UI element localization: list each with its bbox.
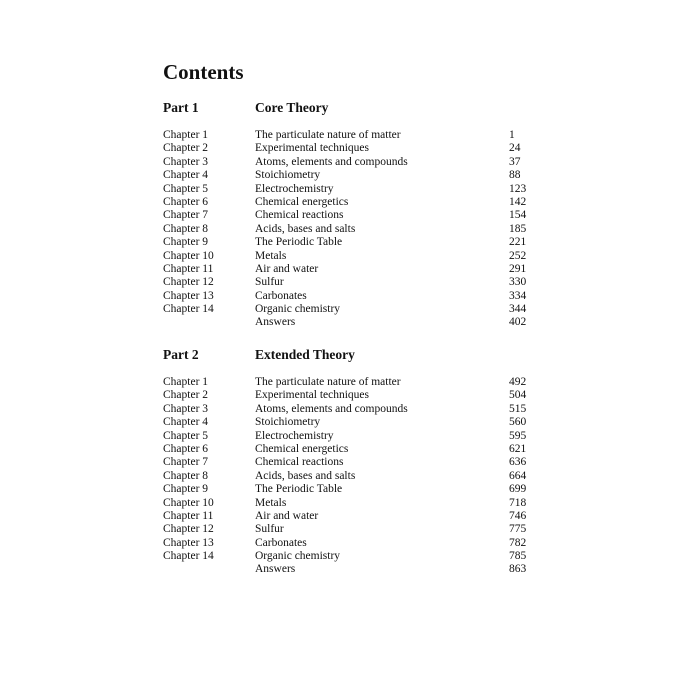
part-title: Core Theory [255, 100, 329, 115]
chapter-title: Experimental techniques [255, 142, 370, 155]
chapter-number: Chapter 8 [163, 222, 209, 235]
toc-entry [163, 470, 533, 483]
chapter-number: Chapter 5 [163, 182, 209, 195]
chapter-number: Chapter 14 [163, 303, 214, 316]
page-number: 1 [509, 129, 515, 141]
chapter-number: Chapter 11 [163, 262, 214, 275]
chapter-number: Chapter 6 [163, 442, 209, 455]
page-number: 664 [509, 469, 527, 482]
page-number: 621 [509, 442, 527, 455]
page-number: 718 [509, 496, 527, 509]
toc-entry [163, 303, 533, 316]
page-number: 402 [509, 316, 527, 329]
page-number: 221 [509, 236, 527, 249]
chapter-title: The Periodic Table [255, 236, 343, 249]
chapter-title: Sulfur [255, 276, 284, 289]
chapter-number: Chapter 7 [163, 456, 209, 469]
page-number: 334 [509, 289, 527, 302]
toc-entry [163, 430, 533, 443]
toc-list-core-theory [163, 129, 533, 330]
page-number: 775 [509, 523, 527, 536]
toc-entry [163, 156, 533, 169]
chapter-title: Chemical reactions [255, 209, 344, 222]
chapter-title: The particulate nature of matter [255, 376, 401, 388]
toc-entry [163, 389, 533, 402]
chapter-title: Experimental techniques [255, 389, 370, 402]
chapter-title: Stoichiometry [255, 416, 321, 429]
chapter-title: The particulate nature of matter [255, 129, 401, 141]
toc-entry [163, 376, 533, 389]
chapter-number: Chapter 3 [163, 155, 209, 168]
toc-entry [163, 456, 533, 469]
chapter-title: Acids, bases and salts [255, 469, 356, 482]
toc-entry [163, 537, 533, 550]
chapter-title: Atoms, elements and compounds [255, 155, 408, 168]
chapter-number: Chapter 8 [163, 469, 209, 482]
page-number: 492 [509, 376, 527, 388]
chapter-title: Electrochemistry [255, 182, 334, 195]
part-header-core-theory [163, 98, 533, 118]
page-number: 185 [509, 222, 527, 235]
toc-entry [163, 550, 533, 563]
page-title: Contents [163, 60, 244, 84]
chapter-title: The Periodic Table [255, 483, 343, 496]
page-number: 636 [509, 456, 527, 469]
chapter-number: Chapter 4 [163, 169, 209, 182]
toc-entry [163, 250, 533, 263]
toc-entry [163, 129, 533, 142]
part-header-extended-theory [163, 345, 533, 365]
chapter-title: Metals [255, 496, 287, 509]
chapter-number: Chapter 3 [163, 402, 209, 415]
chapter-title: Answers [255, 316, 296, 329]
chapter-title: Organic chemistry [255, 303, 341, 316]
page-number: 782 [509, 536, 527, 549]
chapter-title: Air and water [255, 262, 319, 275]
chapter-title: Carbonates [255, 536, 307, 549]
page-number: 560 [509, 416, 527, 429]
toc-entry [163, 523, 533, 536]
chapter-title: Organic chemistry [255, 550, 341, 563]
toc-entry [163, 183, 533, 196]
chapter-number: Chapter 1 [163, 376, 209, 388]
page-number: 863 [509, 563, 527, 576]
chapter-number: Chapter 9 [163, 483, 209, 496]
toc-entry [163, 223, 533, 236]
part-label: Part 1 [163, 100, 199, 115]
page-number: 330 [509, 276, 527, 289]
page-number: 504 [509, 389, 527, 402]
toc-entry [163, 142, 533, 155]
page-number: 88 [509, 169, 521, 182]
toc-entry [163, 497, 533, 510]
chapter-title: Chemical energetics [255, 442, 349, 455]
chapter-number: Chapter 14 [163, 550, 214, 563]
page-number: 595 [509, 429, 527, 442]
chapter-number: Chapter 9 [163, 236, 209, 249]
page-number: 37 [509, 155, 521, 168]
page-number: 785 [509, 550, 527, 563]
toc-list-extended-theory [163, 376, 533, 577]
toc-entry [163, 403, 533, 416]
page-number: 154 [509, 209, 527, 222]
chapter-title: Carbonates [255, 289, 307, 302]
page-number: 344 [509, 303, 527, 316]
chapter-number: Chapter 7 [163, 209, 209, 222]
chapter-number: Chapter 2 [163, 389, 209, 402]
chapter-number: Chapter 10 [163, 249, 214, 262]
chapter-title: Chemical energetics [255, 195, 349, 208]
toc-entry-answers [163, 316, 533, 329]
chapter-title: Electrochemistry [255, 429, 334, 442]
toc-entry [163, 196, 533, 209]
toc-entry [163, 510, 533, 523]
chapter-title: Air and water [255, 509, 319, 522]
chapter-number: Chapter 1 [163, 129, 209, 141]
toc-entry [163, 290, 533, 303]
page-number: 252 [509, 249, 527, 262]
toc-entry-answers [163, 563, 533, 576]
chapter-number: Chapter 6 [163, 195, 209, 208]
chapter-title: Sulfur [255, 523, 284, 536]
toc-entry [163, 263, 533, 276]
page-number: 123 [509, 182, 527, 195]
toc-entry [163, 169, 533, 182]
chapter-number: Chapter 13 [163, 289, 214, 302]
chapter-number: Chapter 5 [163, 429, 209, 442]
chapter-number: Chapter 10 [163, 496, 214, 509]
toc-entry [163, 236, 533, 249]
chapter-title: Chemical reactions [255, 456, 344, 469]
chapter-title: Stoichiometry [255, 169, 321, 182]
chapter-title: Metals [255, 249, 287, 262]
chapter-number: Chapter 12 [163, 276, 214, 289]
toc-entry [163, 209, 533, 222]
chapter-number: Chapter 2 [163, 142, 209, 155]
toc-entry [163, 416, 533, 429]
part-label: Part 2 [163, 347, 199, 362]
toc-entry [163, 276, 533, 289]
chapter-number: Chapter 13 [163, 536, 214, 549]
page-number: 24 [509, 142, 521, 155]
page-number: 515 [509, 402, 527, 415]
page-number: 746 [509, 509, 527, 522]
toc-entry [163, 443, 533, 456]
chapter-number: Chapter 11 [163, 509, 214, 522]
chapter-number: Chapter 4 [163, 416, 209, 429]
page-number: 142 [509, 195, 527, 208]
chapter-title: Atoms, elements and compounds [255, 402, 408, 415]
chapter-title: Acids, bases and salts [255, 222, 356, 235]
part-title: Extended Theory [255, 347, 355, 362]
page-number: 291 [509, 262, 527, 275]
chapter-title: Answers [255, 563, 296, 576]
page-number: 699 [509, 483, 527, 496]
chapter-number: Chapter 12 [163, 523, 214, 536]
toc-entry [163, 483, 533, 496]
